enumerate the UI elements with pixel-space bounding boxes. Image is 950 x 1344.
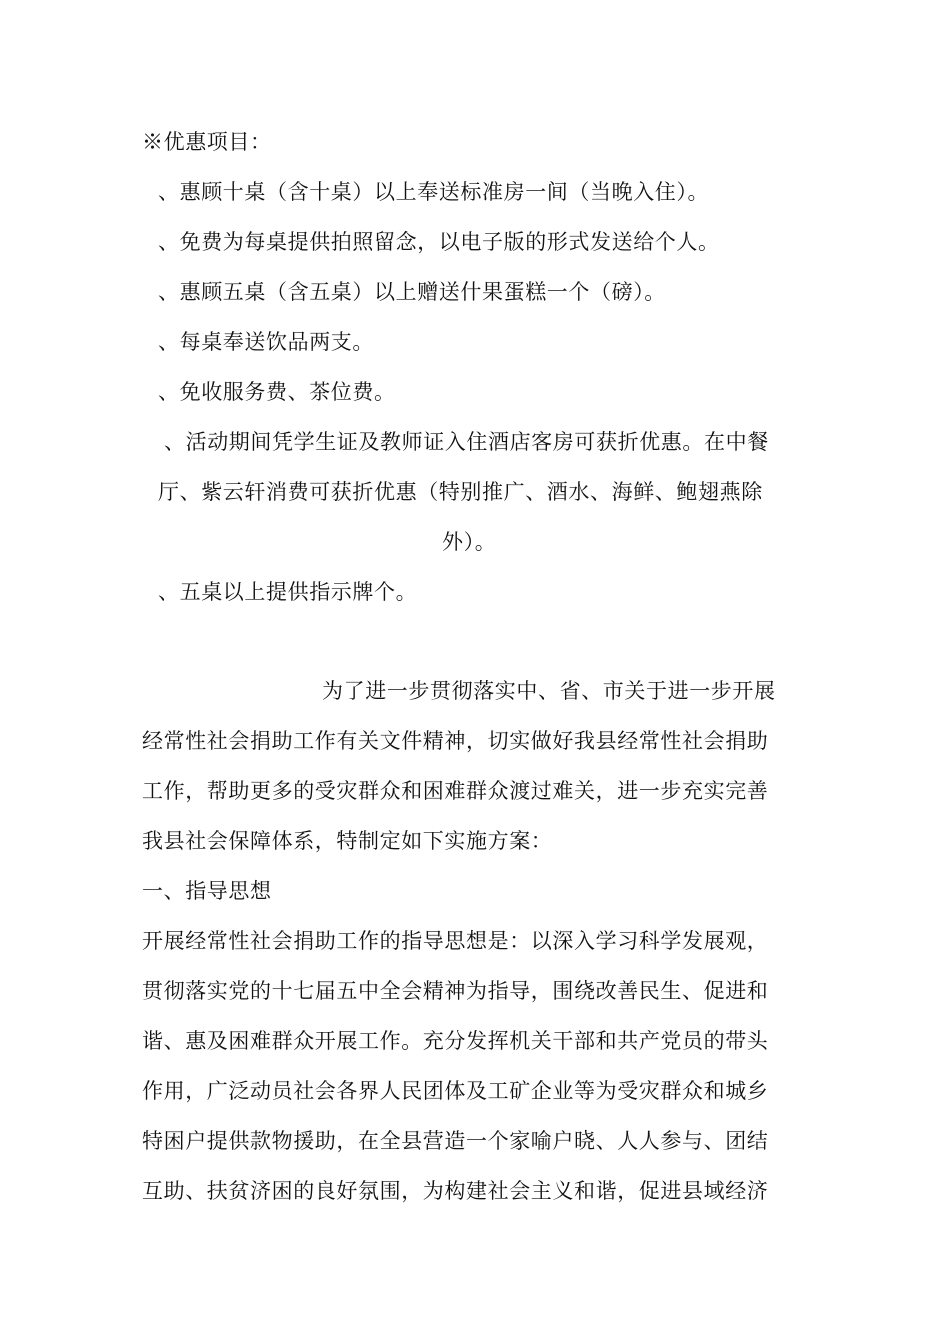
promotion-item-3: 、惠顾五桌（含五桌）以上赠送什果蛋糕一个（磅）。 — [158, 280, 666, 304]
guideline-line-2: 贯彻落实党的十七届五中全会精神为指导，围绕改善民生、促进和 — [142, 979, 769, 1003]
section-heading-guideline: 一、指导思想 — [142, 879, 272, 903]
plan-intro-line-4: 我县社会保障体系，特制定如下实施方案： — [142, 829, 553, 853]
promotions-heading: ※优惠项目： — [142, 130, 272, 154]
plan-intro-line-1: 为了进一步贯彻落实中、省、市关于进一步开展 — [322, 679, 776, 703]
guideline-line-3: 谐、惠及困难群众开展工作。充分发挥机关干部和共产党员的带头 — [142, 1029, 769, 1053]
plan-intro-line-2: 经常性社会捐助工作有关文件精神，切实做好我县经常性社会捐助 — [142, 729, 769, 753]
guideline-line-4: 作用，广泛动员社会各界人民团体及工矿企业等为受灾群众和城乡 — [142, 1079, 769, 1103]
promotion-item-6-line-3: 外）。 — [442, 530, 497, 554]
promotion-item-7: 、五桌以上提供指示牌个。 — [158, 580, 418, 604]
promotion-item-4: 、每桌奉送饮品两支。 — [158, 330, 374, 354]
promotion-item-5: 、免收服务费、茶位费。 — [158, 380, 396, 404]
plan-intro-line-3: 工作，帮助更多的受灾群众和困难群众渡过难关，进一步充实完善 — [142, 779, 769, 803]
guideline-line-1: 开展经常性社会捐助工作的指导思想是：以深入学习科学发展观， — [142, 929, 769, 953]
promotion-item-2: 、免费为每桌提供拍照留念，以电子版的形式发送给个人。 — [158, 230, 720, 254]
promotion-item-6-line-1: 、活动期间凭学生证及教师证入住酒店客房可获折优惠。在中餐 — [164, 430, 769, 454]
promotion-item-1: 、惠顾十桌（含十桌）以上奉送标准房一间（当晚入住）。 — [158, 180, 710, 204]
promotion-item-6-line-2: 厅、紫云轩消费可获折优惠（特别推广、酒水、海鲜、鲍翅燕除 — [158, 480, 763, 504]
guideline-line-5: 特困户提供款物援助，在全县营造一个家喻户晓、人人参与、团结 — [142, 1129, 769, 1153]
guideline-line-6: 互助、扶贫济困的良好氛围，为构建社会主义和谐，促进县域经济 — [142, 1179, 769, 1203]
